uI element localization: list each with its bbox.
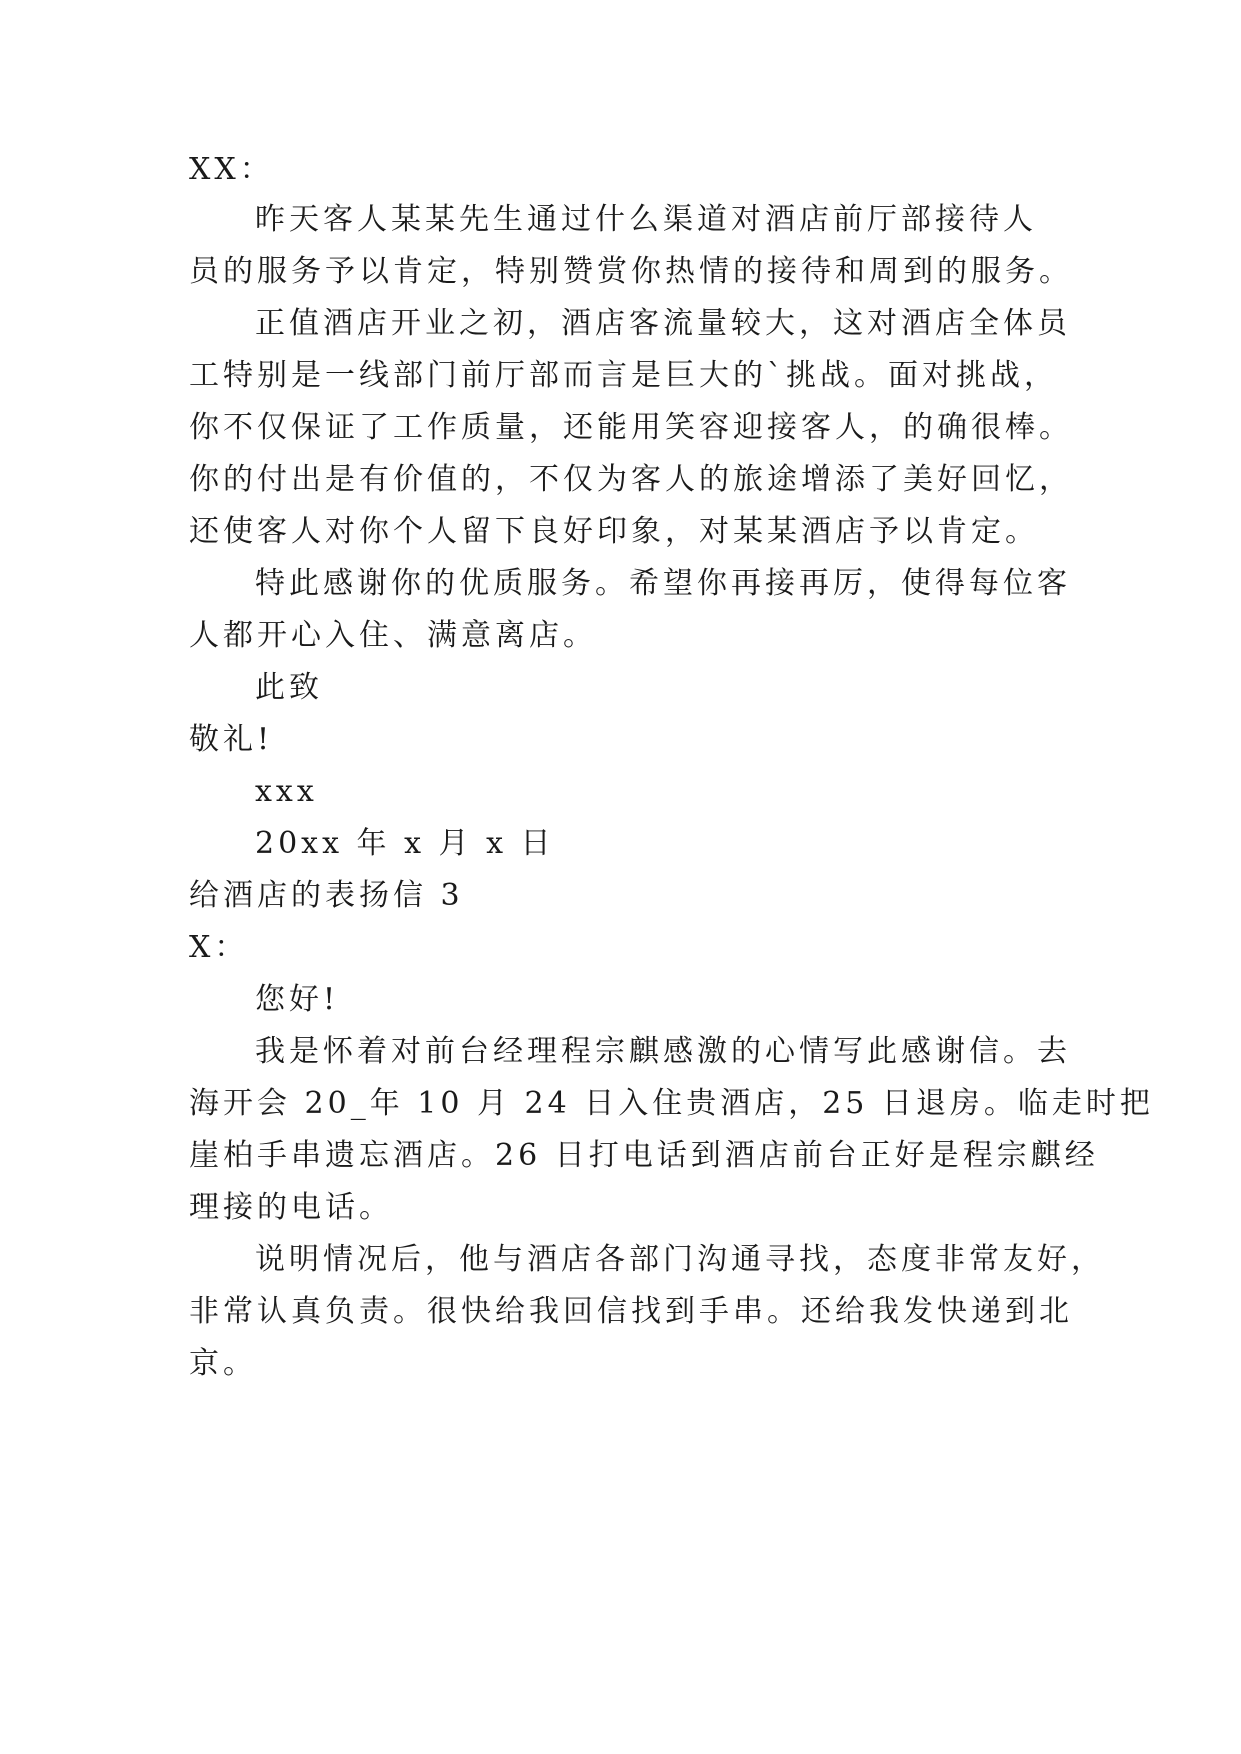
letter2-p1-line2: 海开会 20_年 10 月 24 日入住贵酒店，25 日退房。临走时把 [189,1086,1154,1121]
letter1-salutation: XX： [189,152,274,187]
letter1-p2-line5: 还使客人对你个人留下良好印象，对某某酒店予以肯定。 [189,514,1039,549]
letter2-p2-line2: 非常认真负责。很快给我回信找到手串。还给我发快递到北 [189,1294,1073,1329]
letter1-p2-line3: 你不仅保证了工作质量，还能用笑容迎接客人，的确很棒。 [189,410,1073,445]
letter1-signature: xxx [255,774,318,809]
letter2-greeting: 您好! [255,982,340,1017]
letter1-p2-line2: 工特别是一线部门前厅部而言是巨大的`挑战。面对挑战， [189,358,1058,393]
letter2-heading: 给酒店的表扬信 3 [189,878,464,913]
letter1-date: 20xx 年 x 月 x 日 [255,826,555,861]
letter1-p1-line1: 昨天客人某某先生通过什么渠道对酒店前厅部接待人 [255,202,1037,237]
letter1-p3-line1: 特此感谢你的优质服务。希望你再接再厉，使得每位客 [255,566,1071,601]
letter1-p1-line2: 员的服务予以肯定，特别赞赏你热情的接待和周到的服务。 [189,254,1073,289]
letter2-p2-line3: 京。 [189,1346,257,1381]
letter2-p2-line1: 说明情况后，他与酒店各部门沟通寻找，态度非常友好， [255,1242,1105,1277]
letter2-p1-line1: 我是怀着对前台经理程宗麒感激的心情写此感谢信。去 [255,1034,1071,1069]
letter1-p3-line2: 人都开心入住、满意离店。 [189,618,597,653]
letter1-p2-line1: 正值酒店开业之初，酒店客流量较大，这对酒店全体员 [255,306,1071,341]
letter1-closing-jingli: 敬礼! [189,722,274,757]
letter2-p1-line3: 崖柏手串遗忘酒店。26 日打电话到酒店前台正好是程宗麒经 [189,1138,1099,1173]
letter1-closing-cizhi: 此致 [255,670,323,705]
letter2-p1-line4: 理接的电话。 [189,1190,393,1225]
letter2-salutation: X： [189,930,249,965]
letter1-p2-line4: 你的付出是有价值的，不仅为客人的旅途增添了美好回忆， [189,462,1073,497]
